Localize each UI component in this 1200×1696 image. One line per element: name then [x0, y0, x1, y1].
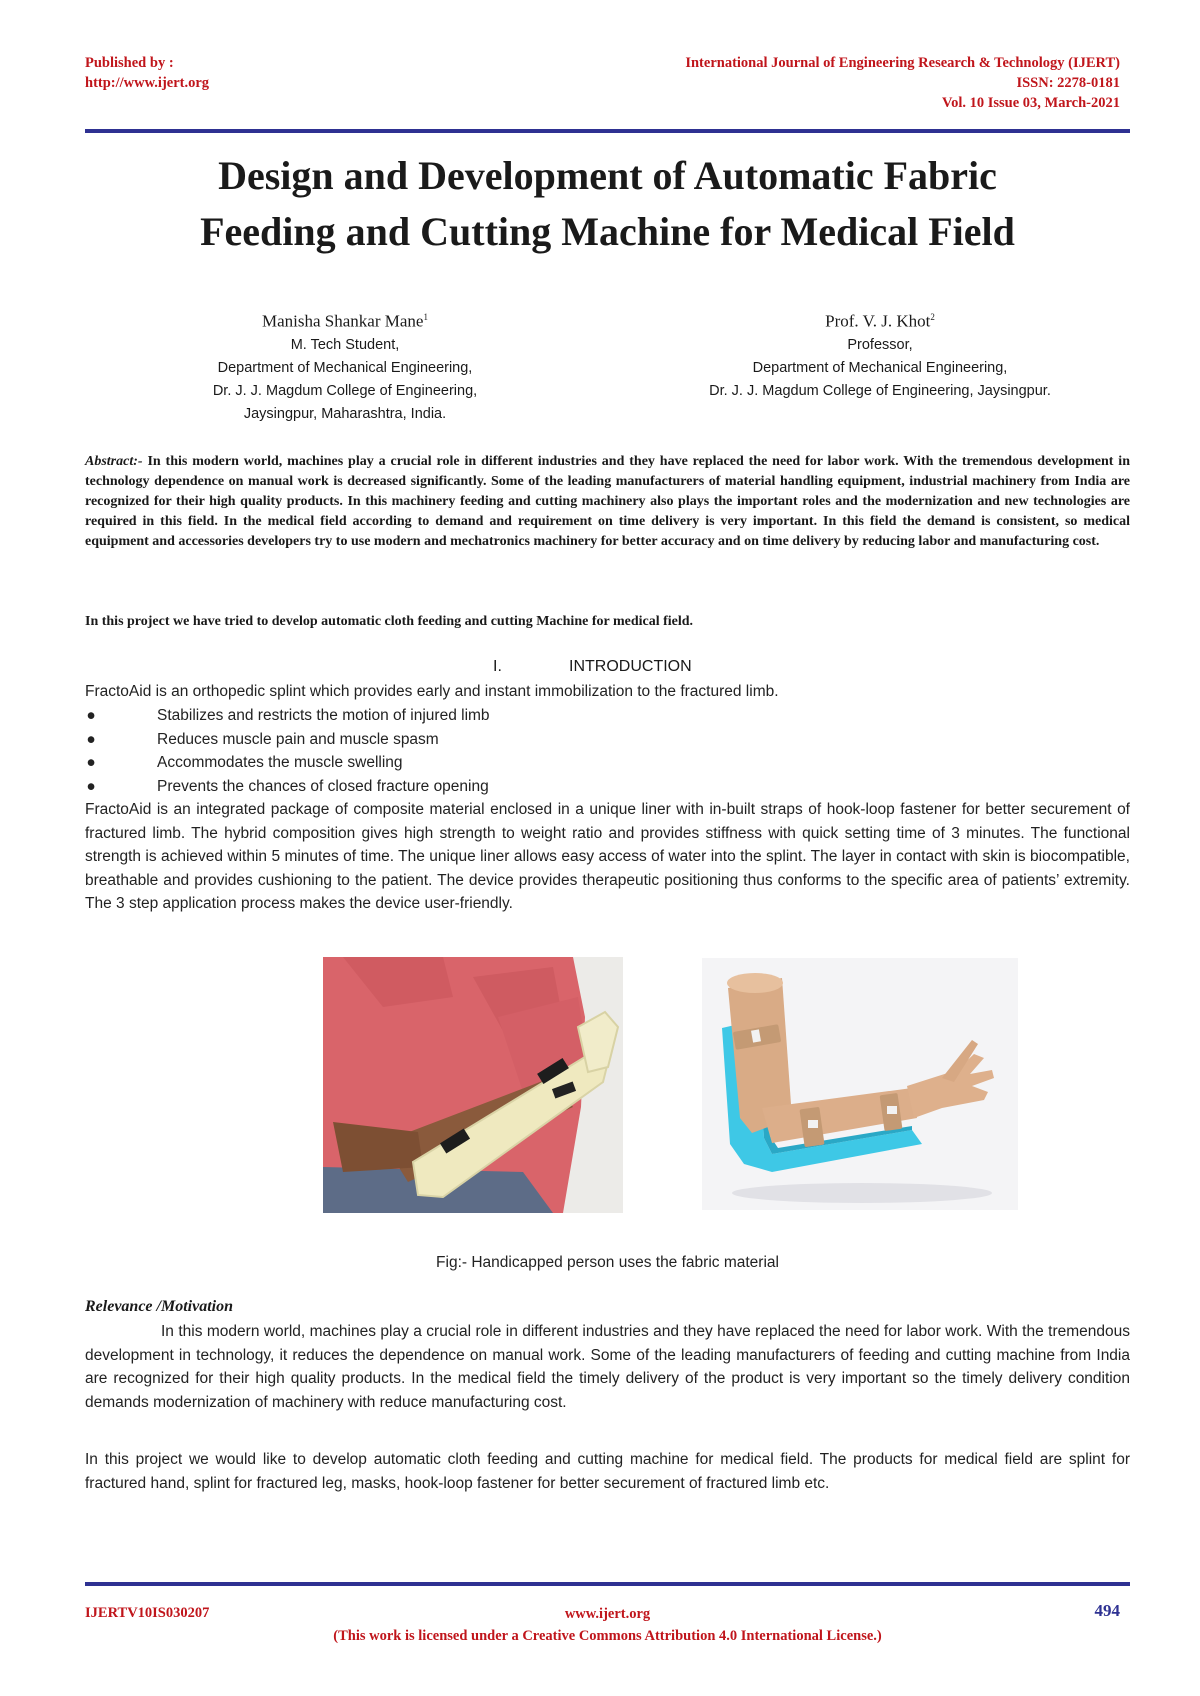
project-paragraph: In this project we would like to develop automatic cloth feeding and cutting machine for medical field. The products for medical field are splint for fractured hand, splint for fractured leg, masks, hook-loop fastener for better securement of fractured limb etc. — [85, 1451, 1130, 1492]
footer-center — [85, 1603, 1130, 1647]
list-item-text: Prevents the chances of closed fracture opening — [157, 777, 489, 795]
bullet-icon: ● — [86, 707, 96, 724]
author-block-2 — [620, 305, 1140, 403]
journal-name: International Journal of Engineering Research & Technology (IJERT) — [685, 55, 1120, 71]
abstract-text: In this modern world, machines play a crucial role in different industries and they have replaced the need for labor work. With the tremendous development in technology dependence on manual work is decreased significantly. Some of the leading manufacturers of material handling equipment, industrial machinery from India are recognized for their high quality products. In this machinery feeding and cutting machinery also plays the important roles and the modernization and new technologies are required in this field. In the medical field according to demand and requirement on time delivery is very important. In this field the demand is consistent, so medical equipment and accessories developers try to use modern and mechatronics machinery for better accuracy and on time delivery by reducing labor and manufacturing cost. — [85, 454, 1130, 549]
issn: ISSN: 2278-0181 — [1016, 75, 1120, 91]
bullet-icon: ● — [86, 730, 96, 748]
journal-url-link[interactable]: http://www.ijert.org — [85, 75, 210, 91]
list-item — [85, 728, 1130, 752]
title-line-1: Design and Development of Automatic Fabric — [218, 153, 997, 198]
footer-site-link[interactable]: www.ijert.org — [564, 1606, 651, 1622]
author-block-1 — [135, 305, 555, 426]
author-affiliation-line: Department of Mechanical Engineering, — [752, 359, 1008, 376]
paper-id: IJERTV10IS030207 — [85, 1605, 210, 1621]
paper-title — [85, 148, 1130, 260]
person-with-splint-illustration — [323, 957, 623, 1213]
title-line-2: Feeding and Cutting Machine for Medical Field — [200, 209, 1015, 254]
splint-render-figure — [702, 958, 1018, 1210]
published-by: Published by : — [85, 55, 174, 71]
author-affiliation-line: Dr. J. J. Magdum College of Engineering, — [212, 382, 478, 399]
author-affiliation-line: Department of Mechanical Engineering, — [217, 359, 473, 376]
relevance-paragraph — [85, 1320, 1130, 1414]
relevance-heading: Relevance /Motivation — [85, 1298, 233, 1315]
arm-splint-render-illustration — [702, 958, 1018, 1210]
page-number: 494 — [1094, 1601, 1120, 1620]
author-affiliation-line: Dr. J. J. Magdum College of Engineering, Jaysingpur. — [709, 382, 1051, 399]
author-affil-marker: 2 — [930, 312, 935, 322]
abstract — [85, 452, 1130, 552]
list-item — [85, 751, 1130, 775]
section-number: I. — [493, 658, 502, 675]
intro-lead-paragraph: FractoAid is an orthopedic splint which provides early and instant immobilization to the fractured limb. — [85, 683, 779, 700]
abstract-project-statement: In this project we have tried to develop automatic cloth feeding and cutting Machine for medical field. — [85, 614, 694, 629]
list-item-text: Reduces muscle pain and muscle spasm — [157, 730, 439, 748]
figure-caption: Fig:- Handicapped person uses the fabric material — [436, 1254, 779, 1271]
bullet-icon: ● — [86, 754, 96, 771]
author-name-text: Manisha Shankar Mane — [262, 311, 424, 331]
author-name — [135, 305, 555, 334]
volume-issue: Vol. 10 Issue 03, March-2021 — [941, 95, 1120, 111]
header-divider — [85, 129, 1130, 133]
author-affiliation-line: M. Tech Student, — [290, 336, 400, 353]
intro-bullet-list — [85, 704, 1130, 798]
header-right — [685, 53, 1120, 113]
section-title: INTRODUCTION — [569, 658, 692, 675]
footer-divider — [85, 1582, 1130, 1586]
license-notice: (This work is licensed under a Creative Commons Attribution 4.0 International License.) — [333, 1628, 882, 1644]
header-left — [85, 53, 209, 93]
splint-photo-figure — [323, 957, 623, 1213]
intro-body-paragraph: FractoAid is an integrated package of composite material enclosed in a unique liner with in-built straps of hook-loop fastener for better securement of fractured limb. The hybrid composition gives high strength to weight ratio and provides stiffness with quick setting time of 3 minutes. The functional strength is achieved within 5 minutes of time. The unique liner allows easy access of water into the splint. The layer in contact with skin is biocompatible, breathable and provides cushioning to the patient. The device provides therapeutic positioning thus conforms to the specific area of patients’ extremity. The 3 step application process makes the device user-friendly. — [85, 801, 1130, 912]
list-item — [85, 775, 1130, 799]
list-item-text: Stabilizes and restricts the motion of injured limb — [157, 707, 490, 724]
author-name-text: Prof. V. J. Khot — [825, 311, 931, 331]
author-name — [620, 305, 1140, 334]
bullet-icon: ● — [86, 777, 96, 795]
list-item — [85, 704, 1130, 728]
relevance-paragraph-text: In this modern world, machines play a crucial role in different industries and they have replaced the need for labor work. With the tremendous development in technology, it reduces the dependence on manual work. Some of the leading manufacturers of feeding and cutting machine from India are recognized for their high quality products. In the medical field the timely delivery of the product is very important so the timely delivery condition demands modernization of machinery with reduce manufacturing cost. — [85, 1323, 1130, 1411]
list-item-text: Accommodates the muscle swelling — [157, 754, 403, 771]
abstract-label: Abstract:- — [85, 454, 143, 469]
author-affil-marker: 1 — [423, 312, 428, 322]
author-affiliation-line: Jaysingpur, Maharashtra, India. — [243, 405, 447, 422]
author-affiliation-line: Professor, — [847, 336, 913, 353]
